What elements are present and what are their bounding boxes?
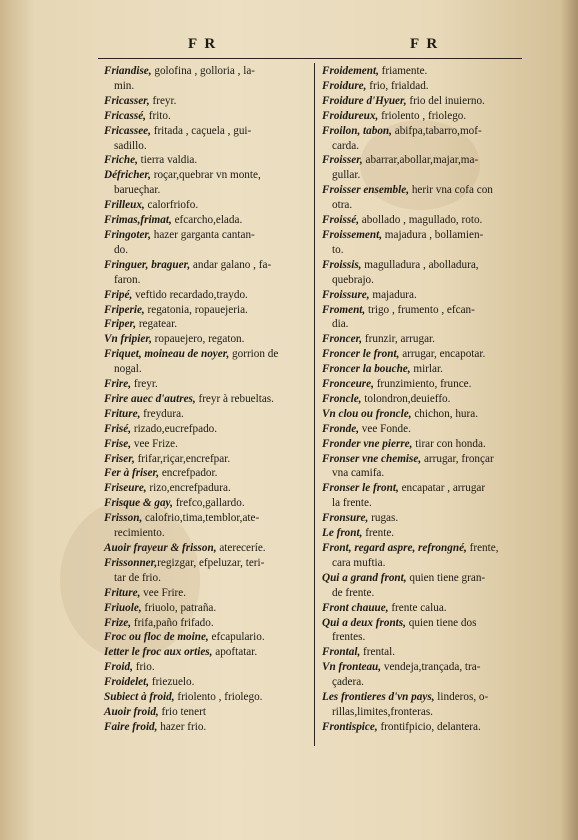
translation: abarrar,abollar,majar,ma-: [362, 154, 479, 167]
translation: friolento , friolego.: [378, 109, 467, 122]
dictionary-entry: [104, 616, 308, 631]
dictionary-entry: [322, 720, 526, 735]
translation: calofrio,tima,temblor,ate-: [142, 512, 260, 525]
headword: Fronsure,: [322, 512, 369, 525]
headword: Friuole,: [104, 601, 142, 614]
headword: Fringoter,: [104, 228, 151, 241]
headword: Fer à friser,: [104, 467, 160, 480]
translation: frio.: [132, 661, 155, 674]
dictionary-entry: [322, 303, 526, 318]
headword: Froissure,: [322, 288, 370, 301]
translation: veftido recardado,traydo.: [132, 288, 248, 301]
translation: regizgar, efpeluzar, teri-: [157, 556, 265, 569]
translation: efcarcho,elada.: [171, 214, 243, 227]
translation: ropauejero, regaton.: [151, 333, 245, 346]
translation: tolondron,deuieffo.: [361, 392, 451, 405]
dictionary-entry: [322, 660, 526, 675]
dictionary-entry: [104, 422, 308, 437]
dictionary-entry: [104, 586, 308, 601]
translation: tierra valdia.: [137, 154, 198, 167]
translation: trigo , frumento , efcan-: [365, 303, 475, 316]
translation: vee Frire.: [140, 586, 187, 599]
dictionary-entry: [322, 124, 526, 139]
headword: Vn fronteau,: [322, 661, 382, 674]
dictionary-entry: [104, 675, 308, 690]
dictionary-entry: [322, 213, 526, 228]
dictionary-entry: [104, 645, 308, 660]
headword: Friquet, moineau de noyer,: [104, 348, 230, 361]
headword: Qui a grand front,: [322, 571, 407, 584]
translation: sadillo.: [114, 139, 147, 152]
entry-continuation: [104, 243, 308, 258]
translation: roçar,quebrar vn monte,: [150, 169, 261, 182]
dictionary-entry: [322, 258, 526, 273]
translation: frio, frialdad.: [366, 79, 429, 92]
dictionary-entry: [104, 317, 308, 332]
translation: faron.: [114, 273, 141, 286]
dictionary-entry: [322, 288, 526, 303]
headword: Froisser,: [322, 154, 363, 167]
headword: Friseure,: [104, 482, 147, 495]
headword: Ietter le froc aux orties,: [104, 646, 213, 659]
translation: la frente.: [332, 497, 372, 510]
translation: rillas,limites,fronteras.: [332, 705, 433, 718]
translation: arrugar, encapotar.: [399, 348, 486, 361]
translation: tar de frio.: [114, 571, 161, 584]
entry-continuation: [322, 466, 526, 481]
translation: gorrion de: [229, 348, 279, 361]
headword: Froidureux,: [322, 109, 379, 122]
entry-continuation: [322, 675, 526, 690]
translation: freyr.: [131, 378, 158, 391]
translation: frontifpicio, delantera.: [377, 720, 481, 733]
entry-continuation: [322, 139, 526, 154]
translation: linderos, o-: [434, 691, 489, 704]
dictionary-entry: [104, 258, 308, 273]
headword: Friperie,: [104, 303, 145, 316]
column-divider: [314, 63, 315, 746]
dictionary-entry: [322, 422, 526, 437]
translation: quien tiene dos: [405, 616, 477, 629]
entry-continuation: [104, 183, 308, 198]
dictionary-entry: [104, 213, 308, 228]
headword: Frisque & gay,: [104, 497, 173, 510]
dictionary-entry: [104, 407, 308, 422]
dictionary-entry: [104, 153, 308, 168]
dictionary-entry: [104, 466, 308, 481]
translation: vee Fonde.: [359, 422, 411, 435]
dictionary-entry: [322, 183, 526, 198]
dictionary-entry: [104, 556, 308, 571]
headword: Faire froid,: [104, 720, 158, 733]
translation: atereceríe.: [216, 542, 266, 554]
translation: friuolo, patraña.: [141, 601, 217, 614]
translation: andar galano , fa-: [190, 258, 272, 271]
dictionary-entry: [322, 437, 526, 452]
translation: dia.: [332, 318, 349, 331]
dictionary-entry: [322, 64, 526, 79]
translation: recimiento.: [114, 527, 165, 540]
headword: Auoir froid,: [104, 705, 159, 718]
left-column: [104, 64, 308, 735]
dictionary-entry: [322, 79, 526, 94]
entry-continuation: [322, 556, 526, 571]
translation: frunzimiento, frunce.: [373, 378, 472, 391]
translation: frio tenert: [158, 705, 206, 718]
translation: carda.: [332, 139, 360, 152]
entry-continuation: [104, 79, 308, 94]
translation: magulladura , abolladura,: [361, 258, 479, 271]
headword: Fricassé,: [104, 109, 146, 122]
headword: Froid,: [104, 661, 133, 674]
dictionary-entry: [322, 526, 526, 541]
dictionary-entry: [104, 720, 308, 735]
dictionary-entry: [322, 377, 526, 392]
translation: freyr à rebueltas.: [195, 392, 274, 405]
dictionary-entry: [104, 303, 308, 318]
translation: hazer frio.: [157, 720, 207, 733]
headword: Défricher,: [104, 169, 151, 182]
headword: Vn clou ou froncle,: [322, 407, 412, 420]
headword: Fronser le front,: [322, 482, 399, 495]
translation: quebrajo.: [332, 273, 374, 286]
dictionary-entry: [322, 109, 526, 124]
translation: arrugar, fronçar: [421, 452, 494, 465]
dictionary-entry: [104, 332, 308, 347]
translation: rizado,eucrefpado.: [131, 422, 218, 435]
translation: frente,: [466, 542, 499, 554]
headword: Frimas,frimat,: [104, 214, 172, 227]
entry-continuation: [104, 273, 308, 288]
dictionary-entry: [104, 496, 308, 511]
headword: Frilleux,: [104, 199, 145, 212]
headword: Frontispice,: [322, 720, 378, 733]
translation: frito.: [145, 109, 171, 122]
translation: tirar con honda.: [412, 437, 486, 450]
translation: frifar,riçar,encrefpar.: [134, 452, 231, 465]
translation: to.: [332, 243, 344, 256]
translation: vna camifa.: [332, 467, 385, 480]
translation: cara muftia.: [332, 556, 386, 569]
translation: frunzir, arrugar.: [362, 333, 435, 346]
translation: çadera.: [332, 676, 364, 689]
translation: abollado , magullado, roto.: [359, 214, 483, 227]
headword: Froissé,: [322, 214, 359, 227]
translation: majadura.: [369, 288, 417, 301]
headword: Fringuer, braguer,: [104, 258, 191, 271]
headword: Fronde,: [322, 422, 359, 435]
headword: Froc ou floc de moine,: [104, 631, 209, 644]
headword: Frissonner,: [104, 556, 158, 569]
translation: friezuelo.: [149, 676, 195, 689]
headword: Frontal,: [322, 646, 361, 659]
headword: Froncer,: [322, 333, 363, 346]
page-gutter-shadow: [560, 0, 578, 840]
dictionary-entry: [104, 288, 308, 303]
entry-continuation: [322, 705, 526, 720]
headword: Les frontieres d'vn pays,: [322, 691, 435, 704]
dictionary-entry: [104, 94, 308, 109]
dictionary-entry: [104, 690, 308, 705]
headword: Froncle,: [322, 392, 362, 405]
translation: de frente.: [332, 586, 375, 599]
headword: Froissis,: [322, 258, 362, 271]
headword: Froment,: [322, 303, 366, 316]
translation: frentes.: [332, 631, 366, 644]
headword: Friture,: [104, 407, 141, 420]
dictionary-entry: [322, 332, 526, 347]
dictionary-entry: [322, 94, 526, 109]
headword: Fricasser,: [104, 94, 150, 107]
entry-continuation: [322, 496, 526, 511]
entry-continuation: [322, 630, 526, 645]
translation: golofina , golloria , la-: [151, 65, 256, 77]
translation: nogal.: [114, 363, 142, 376]
dictionary-entry: [322, 392, 526, 407]
headword: Froidelet,: [104, 676, 150, 689]
headword: Frize,: [104, 616, 132, 629]
headword: Froncer le front,: [322, 348, 400, 361]
entry-continuation: [104, 571, 308, 586]
headword: Fronser vne chemise,: [322, 452, 422, 465]
headword: Front, regard aspre, refrongné,: [322, 542, 467, 554]
headword: Froilon, tabon,: [322, 124, 392, 137]
header-left: F R: [188, 36, 218, 52]
dictionary-entry: [104, 630, 308, 645]
dictionary-entry: [322, 153, 526, 168]
headword: Le front,: [322, 527, 363, 540]
translation: frente.: [362, 527, 395, 540]
headword: Fripé,: [104, 288, 133, 301]
translation: vendeja,trançada, tra-: [381, 661, 481, 674]
header-rule: [98, 58, 522, 59]
dictionary-entry: [104, 452, 308, 467]
translation: hazer garganta cantan-: [150, 228, 255, 241]
translation: barueçhar.: [114, 184, 161, 197]
translation: rizo,encrefpadura.: [146, 482, 231, 495]
dictionary-entry: [104, 541, 308, 556]
entry-continuation: [322, 198, 526, 213]
dictionary-entry: [322, 228, 526, 243]
dictionary-entry: [322, 407, 526, 422]
translation: freyr.: [149, 94, 177, 107]
translation: frifa,paño frifado.: [131, 616, 214, 629]
dictionary-entry: [104, 660, 308, 675]
headword: Froisser ensemble,: [322, 184, 410, 197]
dictionary-entry: [322, 601, 526, 616]
translation: fritada , caçuela , gui-: [150, 124, 252, 137]
dictionary-entry: [104, 481, 308, 496]
entry-continuation: [322, 317, 526, 332]
dictionary-entry: [104, 64, 308, 79]
entry-continuation: [322, 273, 526, 288]
dictionary-entry: [104, 124, 308, 139]
headword: Frise,: [104, 437, 132, 450]
headword: Fronder vne pierre,: [322, 437, 413, 450]
entry-continuation: [104, 526, 308, 541]
headword: Friandise,: [104, 65, 152, 77]
headword: Friser,: [104, 452, 135, 465]
dictionary-entry: [104, 347, 308, 362]
translation: vee Frize.: [131, 437, 178, 450]
translation: calorfriofo.: [144, 199, 199, 212]
translation: regatear.: [136, 318, 178, 331]
translation: do.: [114, 243, 128, 256]
dictionary-entry: [104, 511, 308, 526]
dictionary-entry: [104, 228, 308, 243]
translation: encrefpador.: [159, 467, 218, 480]
translation: mirlar.: [410, 363, 443, 376]
headword: Friture,: [104, 586, 141, 599]
headword: Frisé,: [104, 422, 132, 435]
running-header: [0, 36, 578, 60]
dictionary-entry: [322, 616, 526, 631]
dictionary-entry: [322, 571, 526, 586]
dictionary-entry: [104, 705, 308, 720]
translation: frental.: [360, 646, 396, 659]
headword: Froissement,: [322, 228, 382, 241]
headword: Fricassee,: [104, 124, 151, 137]
dictionary-entry: [104, 392, 308, 407]
translation: chichon, hura.: [411, 407, 478, 420]
headword: Frire auec d'autres,: [104, 392, 196, 405]
headword: Vn fripier,: [104, 333, 152, 346]
right-column: [322, 64, 526, 735]
dictionary-entry: [322, 452, 526, 467]
dictionary-entry: [322, 481, 526, 496]
dictionary-entry: [104, 601, 308, 616]
translation: freydura.: [140, 407, 184, 420]
dictionary-entry: [104, 168, 308, 183]
entry-continuation: [322, 586, 526, 601]
dictionary-entry: [322, 362, 526, 377]
header-right: F R: [410, 36, 440, 52]
entry-continuation: [322, 243, 526, 258]
dictionary-entry: [322, 690, 526, 705]
translation: quien tiene gran-: [406, 571, 486, 584]
dictionary-entry: [104, 198, 308, 213]
headword: Frisson,: [104, 512, 143, 525]
translation: frio del inuierno.: [406, 94, 485, 107]
dictionary-entry: [104, 437, 308, 452]
translation: encapatar , arrugar: [398, 482, 486, 495]
translation: rugas.: [368, 512, 399, 525]
headword: Froncer la bouche,: [322, 363, 411, 376]
headword: Friche,: [104, 154, 138, 167]
headword: Froidement,: [322, 65, 379, 77]
headword: Fronceure,: [322, 378, 374, 391]
translation: efcapulario.: [208, 631, 265, 644]
translation: regatonia, ropauejeria.: [144, 303, 248, 316]
translation: friamente.: [378, 65, 428, 77]
translation: apoftatar.: [212, 646, 258, 659]
translation: frente calua.: [388, 601, 447, 614]
headword: Friper,: [104, 318, 137, 331]
dictionary-entry: [322, 347, 526, 362]
headword: Froidure,: [322, 79, 367, 92]
translation: min.: [114, 79, 135, 92]
dictionary-entry: [322, 541, 526, 556]
headword: Qui a deux fronts,: [322, 616, 406, 629]
dictionary-entry: [322, 645, 526, 660]
dictionary-entry: [104, 377, 308, 392]
entry-continuation: [104, 362, 308, 377]
translation: herir vna cofa con: [409, 184, 493, 197]
translation: otra.: [332, 199, 353, 212]
translation: majadura , bollamien-: [382, 228, 484, 241]
entry-continuation: [322, 168, 526, 183]
entry-continuation: [104, 139, 308, 154]
dictionary-entry: [104, 109, 308, 124]
headword: Auoir frayeur & frisson,: [104, 542, 217, 554]
translation: frefco,gallardo.: [172, 497, 245, 510]
headword: Subiect à froid,: [104, 691, 175, 704]
translation: friolento , friolego.: [174, 691, 263, 704]
headword: Front chauue,: [322, 601, 389, 614]
dictionary-entry: [322, 511, 526, 526]
headword: Frire,: [104, 378, 132, 391]
headword: Froidure d'Hyuer,: [322, 94, 407, 107]
translation: gullar.: [332, 169, 361, 182]
translation: abifpa,tabarro,mof-: [391, 124, 482, 137]
